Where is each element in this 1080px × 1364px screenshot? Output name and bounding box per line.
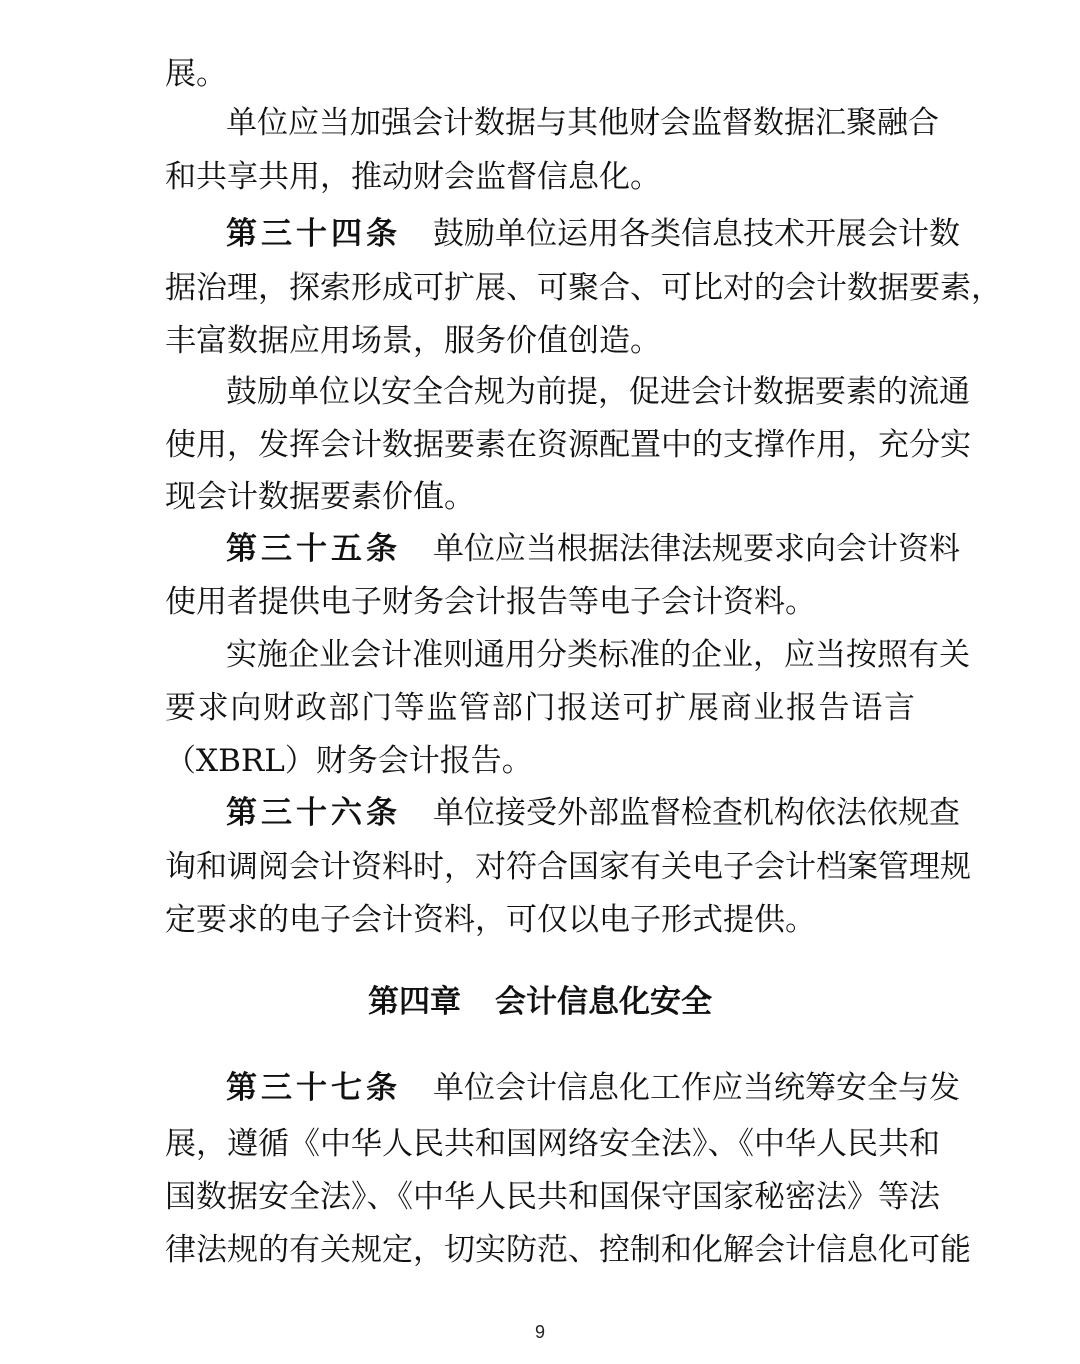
- text-line: 使用，发挥会计数据要素在资源配置中的支撑作用，充分实: [165, 427, 971, 463]
- text-line: 国数据安全法》、《中华人民共和国保守国家秘密法》等法: [165, 1179, 940, 1215]
- text-line: 鼓励单位以安全合规为前提，促进会计数据要素的流通: [226, 374, 970, 410]
- chapter-number: 第四章: [368, 984, 461, 1020]
- text-line: 定要求的电子会计资料，可仅以电子形式提供。: [165, 902, 816, 938]
- article-number: 第三十五条: [226, 531, 401, 567]
- article-35-line: [226, 521, 960, 577]
- text-line: （XBRL）财务会计报告。: [165, 743, 533, 779]
- text-line: 实施企业会计准则通用分类标准的企业，应当按照有关: [226, 637, 970, 673]
- text-line: 展。: [165, 56, 227, 92]
- article-36-line: [226, 785, 960, 841]
- article-number: 第三十六条: [226, 795, 401, 831]
- text-line: 展，遵循《中华人民共和国网络安全法》、《中华人民共和: [165, 1126, 940, 1162]
- text-span: 单位会计信息化工作应当统筹安全与发: [433, 1070, 960, 1106]
- text-line: 要求向财政部门等监管部门报送可扩展商业报告语言: [165, 690, 915, 726]
- text-line: 现会计数据要素价值。: [165, 479, 475, 515]
- article-number: 第三十四条: [226, 216, 401, 252]
- page-number: 9: [534, 1322, 545, 1342]
- text-line: 律法规的有关规定，切实防范、控制和化解会计信息化可能: [165, 1232, 971, 1268]
- article-37-line: [226, 1060, 960, 1116]
- text-line: 询和调阅会计资料时，对符合国家有关电子会计档案管理规: [165, 849, 971, 885]
- text-span: 鼓励单位运用各类信息技术开展会计数: [433, 216, 960, 252]
- text-span: 单位接受外部监督检查机构依法依规查: [433, 795, 960, 831]
- article-number: 第三十七条: [226, 1070, 401, 1106]
- text-line: 和共享共用，推动财会监督信息化。: [165, 159, 661, 195]
- text-line: 据治理，探索形成可扩展、可聚合、可比对的会计数据要素，: [165, 270, 1002, 306]
- chapter-title: 会计信息化安全: [495, 984, 712, 1020]
- text-line: 单位应当加强会计数据与其他财会监督数据汇聚融合: [226, 105, 939, 141]
- text-span: 单位应当根据法律法规要求向会计资料: [433, 531, 960, 567]
- article-34-line: [226, 206, 960, 262]
- text-line: 使用者提供电子财务会计报告等电子会计资料。: [165, 584, 816, 620]
- chapter-heading: [0, 974, 1080, 1030]
- text-line: 丰富数据应用场景，服务价值创造。: [165, 323, 661, 359]
